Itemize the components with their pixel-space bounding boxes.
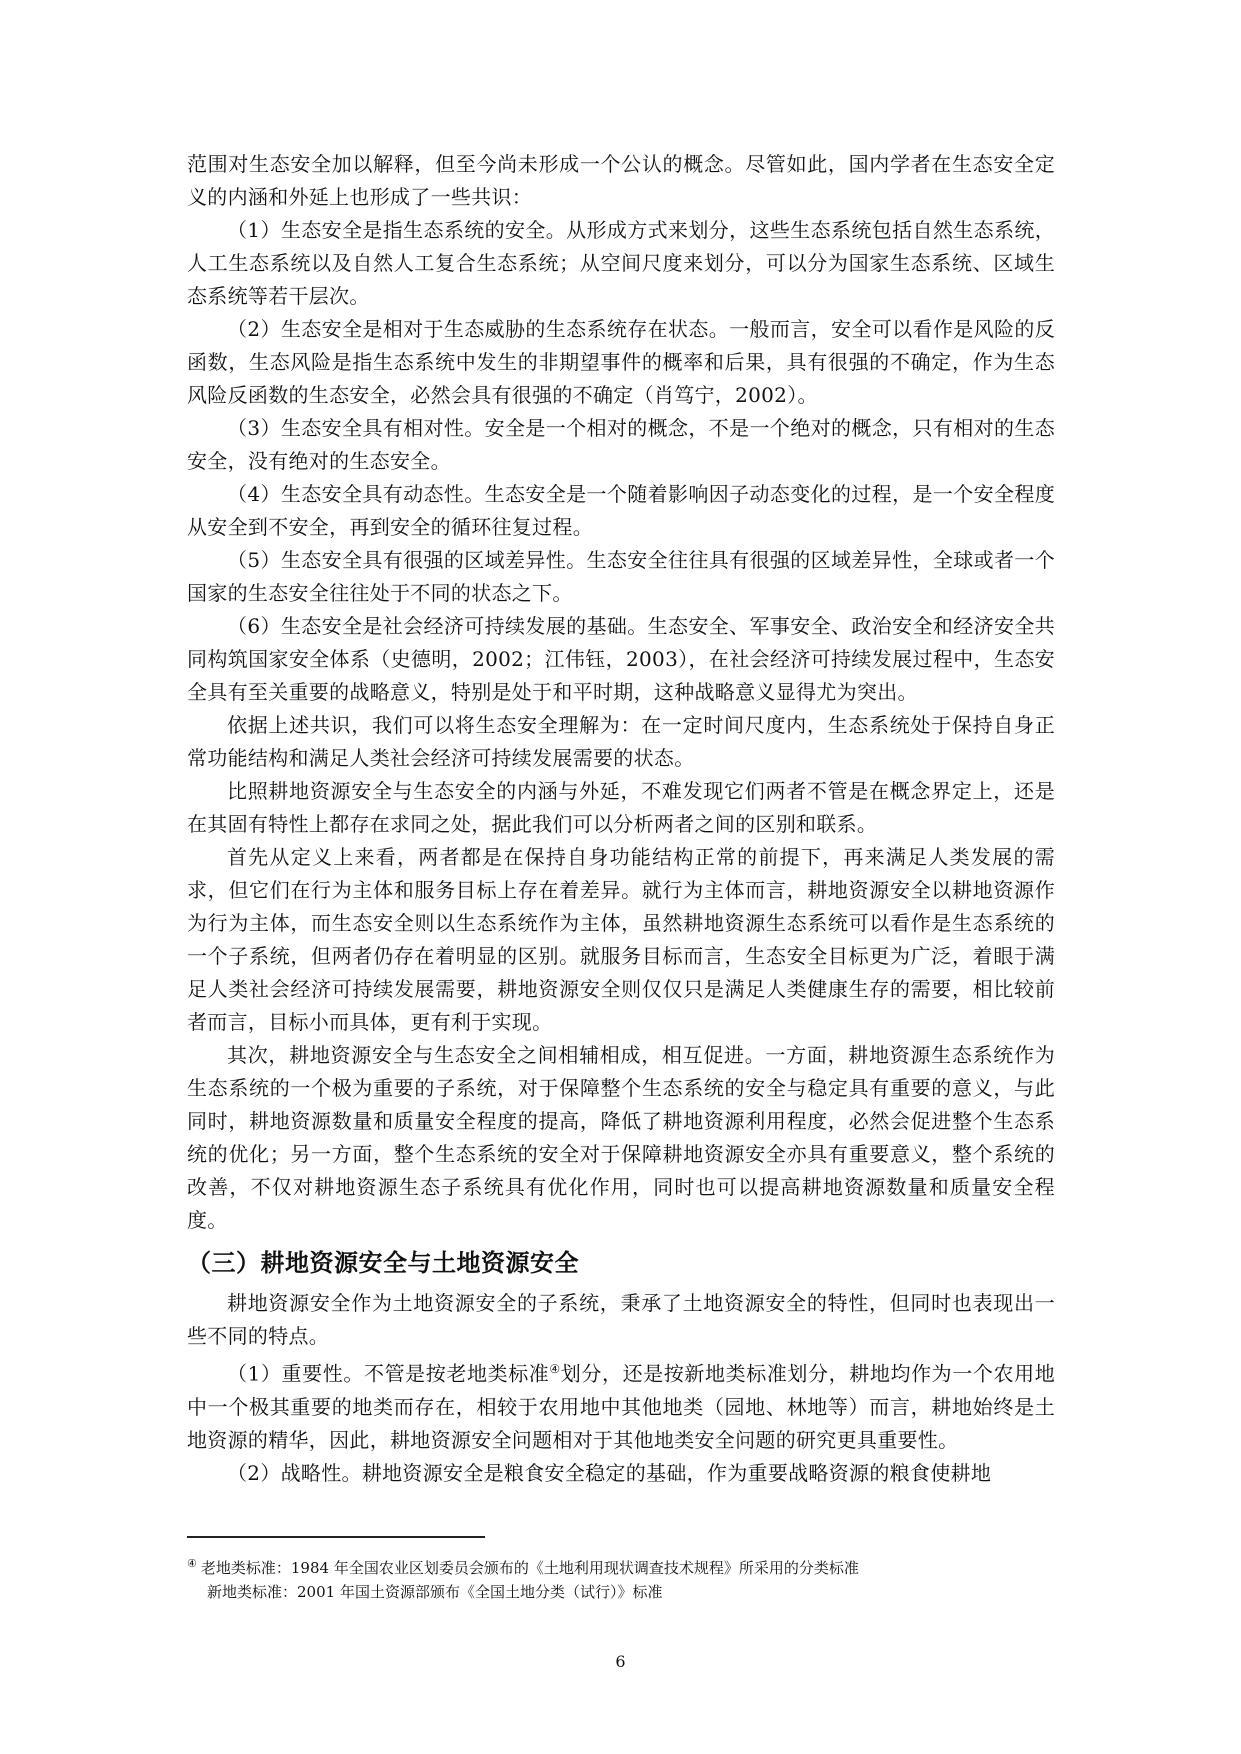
paragraph: 首先从定义上来看，两者都是在保持自身功能结构正常的前提下，再来满足人类发展的需求，但它们在行为主体和服务目标上存在着差异。就行为主体而言，耕地资源安全以耕地资源作为行为主体，而生态安全则以生态系统作为主体，虽然耕地资源生态系统可以看作是生态系统的一个子系统，但两者仍存在着明显的区别。就服务目标而言，生态安全目标更为广泛，着眼于满足人类社会经济可持续发展需要，耕地资源安全则仅仅只是满足人类健康生存的需要，相比较前者而言，目标小而具体，更有利于实现。: [187, 845, 1055, 1034]
section-heading: （三）耕地资源安全与土地资源安全: [187, 1249, 579, 1277]
paragraph: 依据上述共识，我们可以将生态安全理解为：在一定时间尺度内，生态系统处于保持自身正常功能结构和满足人类社会经济可持续发展需要的状态。: [187, 713, 1055, 770]
paragraph: 耕地资源安全作为土地资源安全的子系统，秉承了土地资源安全的特性，但同时也表现出一些不同的特点。: [187, 1291, 1055, 1348]
paragraph-with-footnote: [187, 1353, 1055, 1457]
paragraph: （1）生态安全是指生态系统的安全。从形成方式来划分，这些生态系统包括自然生态系统，人工生态系统以及自然人工复合生态系统；从空间尺度来划分，可以分为国家生态系统、区域生态系统等若干层次。: [187, 218, 1055, 308]
footnote-separator: [187, 1536, 485, 1538]
body-text: [187, 148, 1055, 1490]
paragraph-text: （1）重要性。不管是按老地类标准: [227, 1361, 550, 1386]
paragraph: （3）生态安全具有相对性。安全是一个相对的概念，不是一个绝对的概念，只有相对的生态安全，没有绝对的生态安全。: [187, 416, 1055, 473]
footnote-text: 老地类标准：1984 年全国农业区划委员会颁布的《土地利用现状调查技术规程》所采用的分类标准: [200, 1559, 859, 1577]
paragraph: （2）生态安全是相对于生态威胁的生态系统存在状态。一般而言，安全可以看作是风险的反函数，生态风险是指生态系统中发生的非期望事件的概率和后果，具有很强的不确定，作为生态风险反函数的生态安全，必然会具有很强的不确定（肖笃宁，2002）。: [187, 317, 1055, 407]
footnote-mark: ④: [187, 1557, 197, 1570]
paragraph: 范围对生态安全加以解释，但至今尚未形成一个公认的概念。尽管如此，国内学者在生态安全定义的内涵和外延上也形成了一些共识：: [187, 152, 1055, 209]
footnote-reference-mark: ④: [549, 1362, 561, 1376]
footnotes: [187, 1552, 1055, 1604]
footnote-text: 新地类标准：2001 年国土资源部颁布《全国土地分类（试行）》标准: [207, 1583, 663, 1601]
page-number: 6: [615, 1652, 626, 1671]
paragraph: 比照耕地资源安全与生态安全的内涵与外延，不难发现它们两者不管是在概念界定上，还是在其固有特性上都存在求同之处，据此我们可以分析两者之间的区别和联系。: [187, 779, 1055, 836]
paragraph-text: 划分，还是按新地类标准划分，耕地均作为一个农用地中一个极其重要的地类而存在，相较于农用地中其他地类（园地、林地等）而言，耕地始终是土地资源的精华，因此，耕地资源安全问题相对于其他地类安全问题的研究更具重要性。: [187, 1361, 1055, 1452]
paragraph: （2）战略性。耕地资源安全是粮食安全稳定的基础，作为重要战略资源的粮食使耕地: [227, 1460, 992, 1485]
paragraph: （4）生态安全具有动态性。生态安全是一个随着影响因子动态变化的过程，是一个安全程度从安全到不安全，再到安全的循环往复过程。: [187, 482, 1055, 539]
paragraph: 其次，耕地资源安全与生态安全之间相辅相成，相互促进。一方面，耕地资源生态系统作为生态系统的一个极为重要的子系统，对于保障整个生态系统的安全与稳定具有重要的意义，与此同时，耕地资源数量和质量安全程度的提高，降低了耕地资源利用程度，必然会促进整个生态系统的优化；另一方面，整个生态系统的安全对于保障耕地资源安全亦具有重要意义，整个系统的改善，不仅对耕地资源生态子系统具有优化作用，同时也可以提高耕地资源数量和质量安全程度。: [187, 1043, 1055, 1232]
footnote-line: [187, 1580, 1055, 1604]
paragraph: （5）生态安全具有很强的区域差异性。生态安全往往具有很强的区域差异性，全球或者一个国家的生态安全往往处于不同的状态之下。: [187, 548, 1055, 605]
footnote-line: [187, 1552, 1055, 1580]
paragraph: （6）生态安全是社会经济可持续发展的基础。生态安全、军事安全、政治安全和经济安全共同构筑国家安全体系（史德明，2002；江伟钰，2003），在社会经济可持续发展过程中，生态安全具有至关重要的战略意义，特别是处于和平时期，这种战略意义显得尤为突出。: [187, 614, 1055, 704]
top-paragraphs: [187, 148, 1055, 1237]
